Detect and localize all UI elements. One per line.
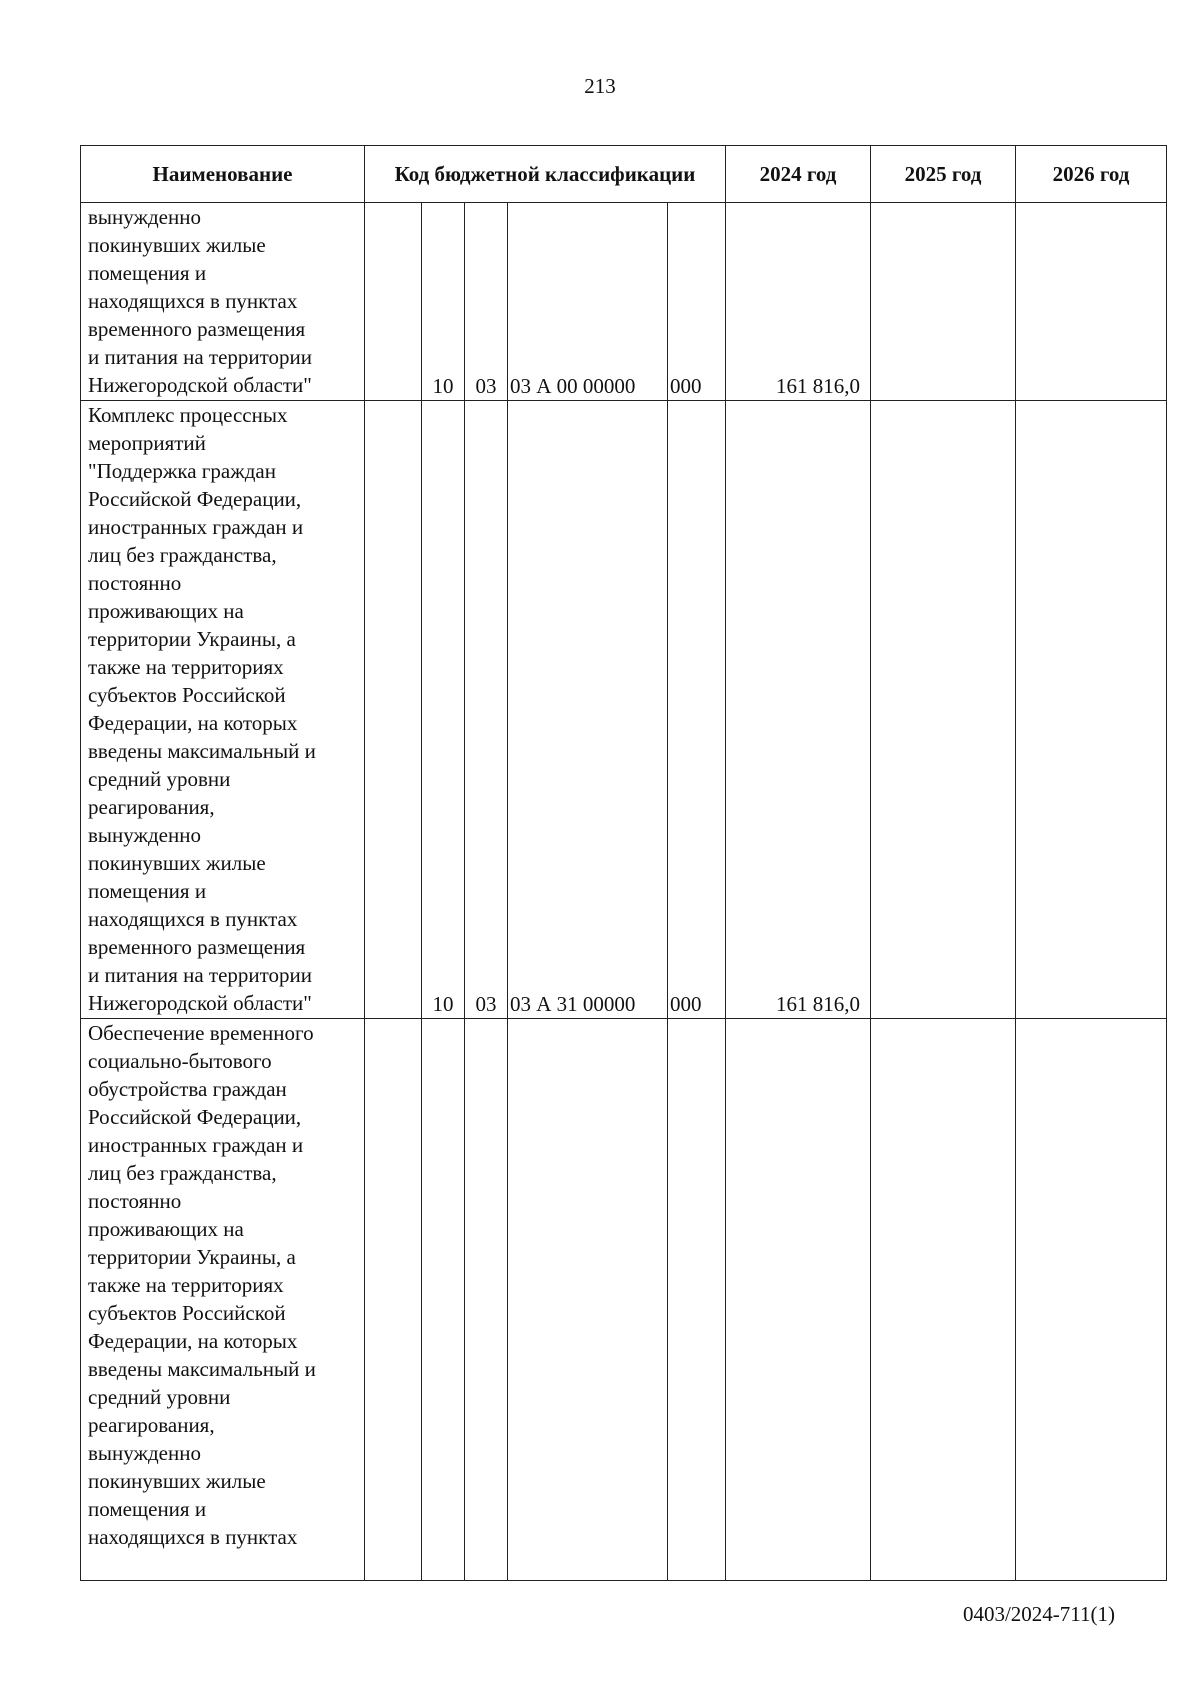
- row-2025: [871, 1019, 1016, 1581]
- row-name: Комплекс процессных мероприятий "Поддержка граждан Российской Федерации, иностранных граждан и лиц без гражданства, постоянно проживающих на территории Украины, а также на территориях субъектов Российской Федерации, на которых введены максимальный и средний уровни реагирования, вынужденно покинувших жилые помещения и находящихся в пунктах временного размещения и питания на территории Нижегородской области": [81, 401, 365, 1019]
- table-row: [81, 401, 1167, 1019]
- page-number: 213: [584, 74, 616, 98]
- row-2026: [1016, 203, 1167, 401]
- table-row: [81, 1019, 1167, 1581]
- table-header-row: [81, 146, 1167, 203]
- row-expense: 000: [668, 401, 726, 1019]
- row-2026: [1016, 1019, 1167, 1581]
- row-subsection: [465, 1019, 508, 1581]
- header-2025: 2025 год: [871, 146, 1016, 203]
- row-expense: [668, 1019, 726, 1581]
- row-section: [422, 1019, 465, 1581]
- row-target: 03 А 31 00000: [508, 401, 668, 1019]
- header-2024: 2024 год: [726, 146, 871, 203]
- row-2024: [726, 1019, 871, 1581]
- header-name: Наименование: [81, 146, 365, 203]
- document-number: 0403/2024-711(1): [962, 1602, 1115, 1626]
- row-2024: 161 816,0: [726, 401, 871, 1019]
- row-2025: [871, 401, 1016, 1019]
- row-name: вынужденно покинувших жилые помещения и находящихся в пунктах временного размещения и питания на территории Нижегородской области": [81, 203, 365, 401]
- row-subsection: 03: [465, 401, 508, 1019]
- row-2024: 161 816,0: [726, 203, 871, 401]
- row-target: [508, 1019, 668, 1581]
- row-col1: [365, 401, 422, 1019]
- row-col1: [365, 203, 422, 401]
- row-target: 03 А 00 00000: [508, 203, 668, 401]
- row-name: Обеспечение временного социально-бытового обустройства граждан Российской Федерации, иностранных граждан и лиц без гражданства, постоянно проживающих на территории Украины, а также на территориях субъектов Российской Федерации, на которых введены максимальный и средний уровни реагирования, вынужденно покинувших жилые помещения и находящихся в пунктах: [81, 1019, 365, 1581]
- row-section: 10: [422, 401, 465, 1019]
- row-subsection: 03: [465, 203, 508, 401]
- row-expense: 000: [668, 203, 726, 401]
- row-2026: [1016, 401, 1167, 1019]
- header-2026: 2026 год: [1016, 146, 1167, 203]
- row-2025: [871, 203, 1016, 401]
- table-row: [81, 203, 1167, 401]
- header-code: Код бюджетной классификации: [365, 146, 726, 203]
- row-section: 10: [422, 203, 465, 401]
- budget-table: [80, 145, 1167, 1581]
- row-col1: [365, 1019, 422, 1581]
